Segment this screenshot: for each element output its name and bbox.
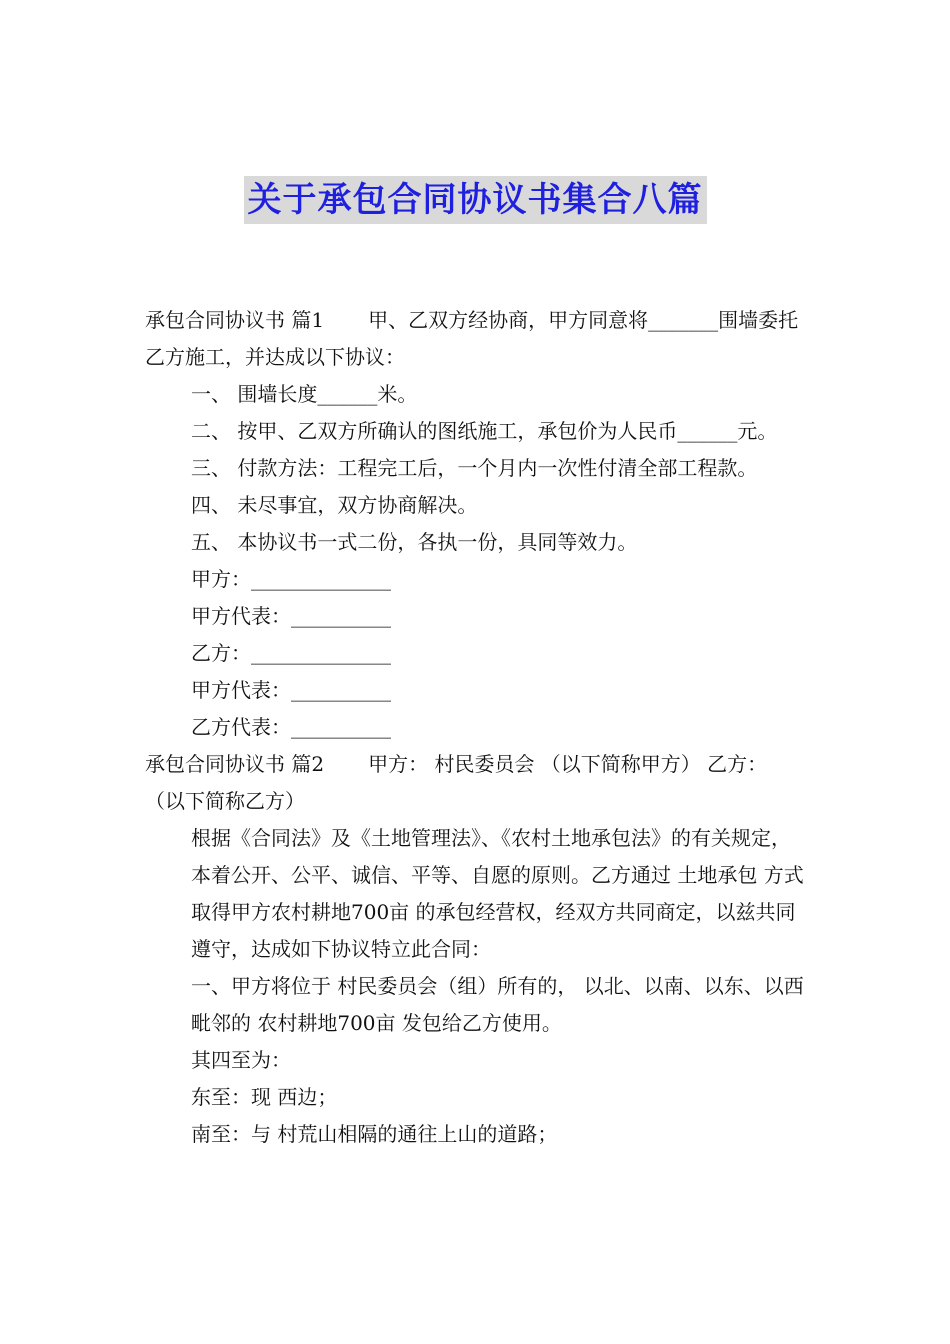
- signature-party-a-rep: 甲方代表：__________: [191, 604, 391, 628]
- section-heading: 承包合同协议书 篇1: [145, 308, 325, 332]
- clause-length: 一、 围墙长度______米。: [191, 382, 418, 406]
- boundary-east: 东至：现 西边；: [191, 1085, 338, 1109]
- clause-payment: 三、 付款方法：工程完工后，一个月内一次性付清全部工程款。: [191, 456, 758, 480]
- signature-party-b: 乙方：______________: [191, 641, 391, 665]
- section-heading: 承包合同协议书 篇2: [145, 752, 325, 776]
- document-title-wrap: [0, 176, 950, 224]
- paragraph-basis: 根据《合同法》及《土地管理法》、《农村土地承包法》的有关规定，本着公开、公平、诚信、平等、自愿的原则。乙方通过 土地承包 方式取得甲方农村耕地700亩 的承包经营权，经双方共同商定，以兹共同遵守，达成如下协议特立此合同：: [191, 826, 804, 961]
- paragraph-2: [145, 746, 809, 820]
- clause-other: 四、 未尽事宜，双方协商解决。: [191, 493, 478, 517]
- clause-copies: 五、 本协议书一式二份，各执一份，具同等效力。: [191, 530, 638, 554]
- paragraph-1: [145, 302, 809, 376]
- clause-price: 二、 按甲、乙双方所确认的图纸施工，承包价为人民币______元。: [191, 419, 778, 443]
- signature-party-a: 甲方：______________: [191, 567, 391, 591]
- boundary-south: 南至：与 村荒山相隔的通往上山的道路；: [191, 1122, 558, 1146]
- clause-location: 一、甲方将位于 村民委员会（组）所有的， 以北、以南、以东、以西毗邻的 农村耕地700亩 发包给乙方使用。: [191, 974, 804, 1035]
- paragraph-text: 甲、乙双方经协商，甲方同意将_______围墙委托乙方施工，并达成以下协议：: [145, 308, 799, 369]
- document-title: 关于承包合同协议书集合八篇: [244, 176, 707, 224]
- document-body: [145, 302, 809, 1153]
- signature-party-b-rep: 乙方代表：__________: [191, 715, 391, 739]
- boundary-heading: 其四至为：: [191, 1048, 291, 1072]
- signature-party-a-rep-2: 甲方代表：__________: [191, 678, 391, 702]
- paragraph-text: 甲方： 村民委员会 （以下简称甲方） 乙方： （以下简称乙方）: [145, 752, 768, 813]
